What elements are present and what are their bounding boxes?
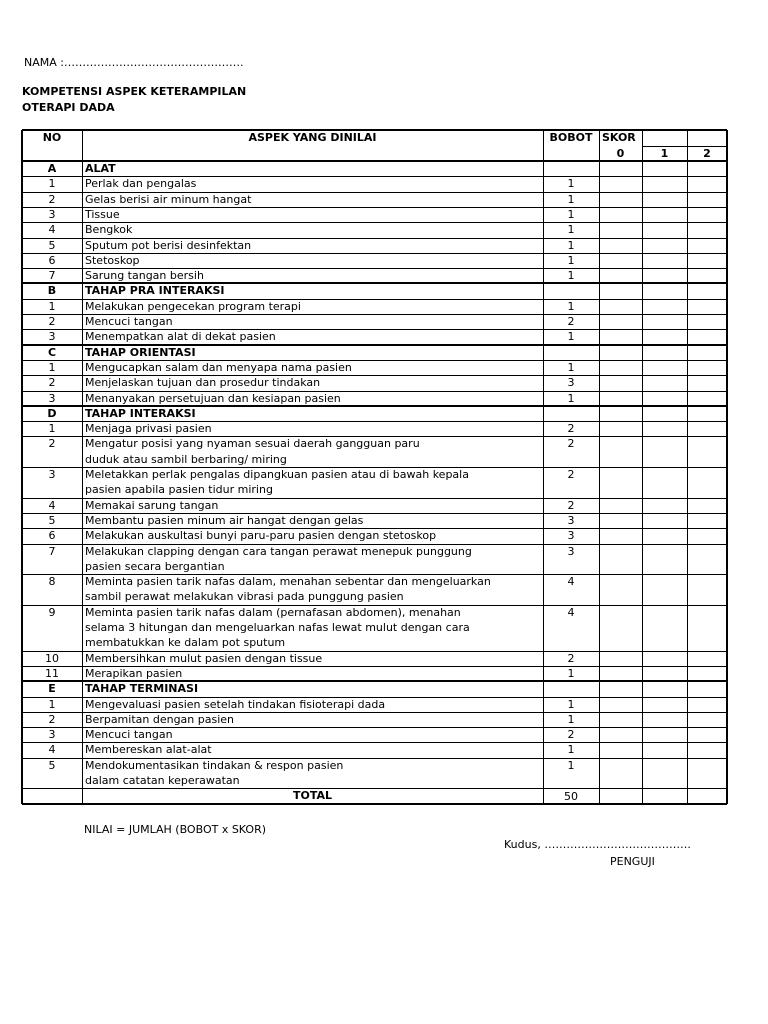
aspect-text: Memakai sarung tangan [85,498,219,512]
bobot-value: 1 [567,712,575,726]
col-no-header: NO [42,131,62,144]
aspect-text-cont: duduk atau sambil berbaring/ miring [85,452,287,466]
row-number: A [47,162,57,175]
aspect-text: Membereskan alat-alat [85,743,212,757]
row-number: 1 [48,177,56,191]
row-number: 5 [48,513,56,527]
aspect-text: Tissue [85,207,120,221]
score-0-header: 0 [616,147,625,160]
bobot-value: 1 [567,743,575,757]
aspect-text: Menempatkan alat di dekat pasien [85,330,276,344]
score-2-header: 2 [703,147,711,160]
assessment-table [22,130,727,804]
aspect-text: Meminta pasien tarik nafas dalam, menahan sebentar dan mengeluarkan [85,575,491,589]
aspect-text: Stetoskop [85,253,140,267]
aspect-text: Sarung tangan bersih [85,269,204,283]
score-formula: NILAI = JUMLAH (BOBOT x SKOR) [84,823,267,836]
row-number: 3 [48,330,56,344]
bobot-value: 1 [567,269,575,283]
section-heading: TAHAP INTERAKSI [85,406,196,420]
aspect-text-cont: selama 3 hitungan dan mengeluarkan nafas lewat mulut dengan cara [85,621,470,634]
aspect-text: Membantu pasien minum air hangat dengan gelas [85,513,364,527]
bobot-value: 2 [567,422,575,436]
bobot-value: 2 [567,437,575,451]
total-value: 50 [564,790,578,804]
nama-line: NAMA :…………………………………………. [24,56,244,69]
col-skor-header: SKOR [602,131,636,144]
row-number: B [47,284,57,298]
bobot-value: 2 [567,498,575,512]
row-number: 10 [45,651,59,665]
section-heading: ALAT [85,162,116,175]
row-number: 8 [48,575,56,589]
place-date-line: Kudus, …………………………………. [504,838,691,851]
title-line-1: KOMPETENSI ASPEK KETERAMPILAN [22,85,247,98]
examiner-label: PENGUJI [610,855,655,868]
bobot-value: 1 [567,177,575,191]
row-number: 5 [48,238,56,252]
aspect-text-cont: pasien apabila pasien tidur miring [85,483,273,497]
bobot-value: 2 [567,651,575,665]
bobot-value: 3 [567,544,575,558]
bobot-value: 1 [567,238,575,252]
row-number: 7 [48,544,56,558]
aspect-text: Meminta pasien tarik nafas dalam (pernafasan abdomen), menahan [85,605,461,619]
row-number: 5 [48,758,56,772]
aspect-text: Merapikan pasien [85,666,183,680]
aspect-text: Gelas berisi air minum hangat [85,192,252,206]
row-number: 2 [48,712,56,726]
bobot-value: 4 [567,605,575,619]
row-number: 4 [48,498,56,512]
bobot-value: 2 [567,728,575,742]
row-number: 2 [48,437,56,451]
aspect-text: Mengatur posisi yang nyaman sesuai daerah gangguan paru [85,437,420,451]
aspect-text: Mengucapkan salam dan menyapa nama pasien [85,360,352,374]
aspect-text: Melakukan pengecekan program terapi [85,299,301,313]
bobot-value: 1 [567,758,575,772]
row-number: 3 [48,468,56,481]
aspect-text: Meletakkan perlak pengalas dipangkuan pasien atau di bawah kepala [85,468,469,481]
row-number: 9 [48,605,56,619]
row-number: 11 [45,666,59,680]
row-number: 4 [48,743,56,757]
row-number: 1 [48,697,56,711]
row-number: 2 [48,315,56,328]
score-1-header: 1 [660,147,669,160]
total-label: TOTAL [292,789,333,803]
aspect-text-cont: dalam catatan keperawatan [85,774,240,787]
aspect-text: Membersihkan mulut pasien dengan tissue [85,651,323,665]
bobot-value: 2 [567,315,575,328]
row-number: 6 [48,529,56,543]
row-number: 7 [48,269,56,283]
table-rule [22,803,727,805]
bobot-value: 1 [567,697,575,711]
bobot-value: 2 [567,468,575,481]
bobot-value: 4 [567,575,575,589]
aspect-text: Mencuci tangan [85,728,173,742]
aspect-text-cont: membatukkan ke dalam pot sputum [85,636,286,650]
bobot-value: 1 [567,391,575,405]
col-bobot-header: BOBOT [549,131,593,144]
aspect-text: Mendokumentasikan tindakan & respon pasien [85,758,344,772]
aspect-text: Sputum pot berisi desinfektan [85,238,252,252]
row-number: 2 [48,376,56,390]
row-number: 3 [48,728,56,742]
bobot-value: 1 [567,360,575,374]
aspect-text: Mencuci tangan [85,315,173,328]
bobot-value: 3 [567,529,575,543]
bobot-value: 3 [567,513,575,527]
aspect-text: Menjaga privasi pasien [85,422,212,436]
bobot-value: 1 [567,207,575,221]
aspect-text-cont: pasien secara bergantian [85,559,225,573]
row-number: 3 [48,207,56,221]
section-heading: TAHAP TERMINASI [85,682,199,696]
table-rule [22,207,727,208]
row-number: C [47,345,57,359]
row-number: 1 [48,422,56,436]
bobot-value: 1 [567,299,575,313]
col-aspek-header: ASPEK YANG DINILAI [248,131,377,144]
aspect-text-cont: sambil perawat melakukan vibrasi pada punggung pasien [85,590,404,604]
aspect-text: Perlak dan pengalas [85,177,197,191]
aspect-text: Melakukan auskultasi bunyi paru-paru pasien dengan stetoskop [85,529,437,543]
bobot-value: 1 [567,223,575,237]
row-number: 1 [48,299,56,313]
row-number: 2 [48,192,56,206]
title-line-2: OTERAPI DADA [22,101,115,114]
aspect-text: Menjelaskan tujuan dan prosedur tindakan [85,376,321,390]
row-number: 6 [48,253,56,267]
aspect-text: Berpamitan dengan pasien [85,712,235,726]
aspect-text: Mengevaluasi pasien setelah tindakan fisioterapi dada [85,697,386,711]
row-number: E [48,682,56,696]
section-heading: TAHAP PRA INTERAKSI [85,284,225,298]
bobot-value: 1 [567,666,575,680]
bobot-value: 3 [567,376,575,390]
aspect-text: Menanyakan persetujuan dan kesiapan pasien [85,391,341,405]
aspect-text: Melakukan clapping dengan cara tangan perawat menepuk punggung [85,544,472,558]
row-number: 4 [48,223,56,237]
section-heading: TAHAP ORIENTASI [85,345,196,359]
row-number: 1 [48,360,56,374]
row-number: D [47,406,57,420]
bobot-value: 1 [567,253,575,267]
row-number: 3 [48,391,56,405]
aspect-text: Bengkok [85,223,133,237]
bobot-value: 1 [567,192,575,206]
bobot-value: 1 [567,330,575,344]
